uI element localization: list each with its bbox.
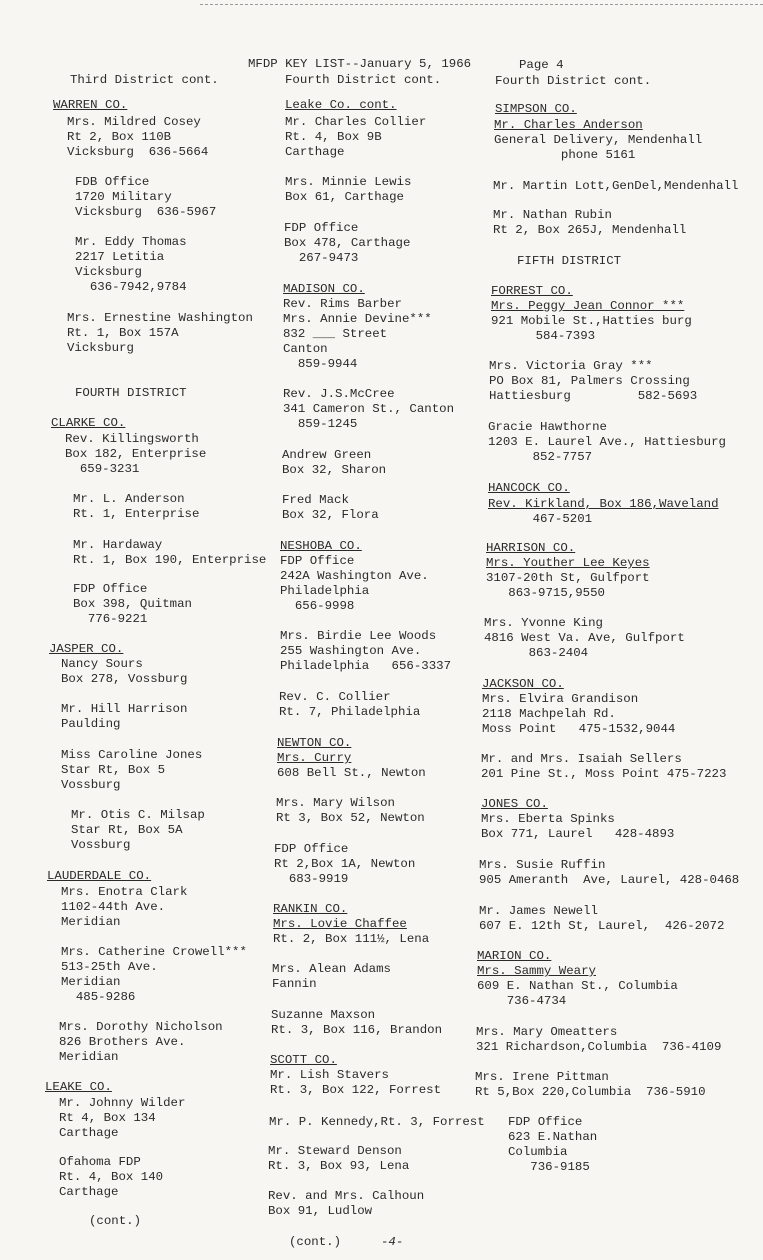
entry-line: Mrs. Annie Devine*** <box>283 312 432 326</box>
directory-entry <box>488 481 570 496</box>
directory-entry <box>45 1080 112 1095</box>
directory-entry <box>73 582 192 627</box>
entry-line: Star Rt, Box 5A <box>71 823 183 837</box>
entry-line: FDP Office <box>73 582 148 596</box>
entry-line: Moss Point 475-1532,9044 <box>482 722 676 736</box>
entry-line: Mr. Lish Stavers <box>270 1068 389 1082</box>
directory-entry <box>89 1214 141 1229</box>
directory-entry <box>276 796 425 826</box>
entry-line: FDB Office <box>75 175 150 189</box>
entry-line: Rt 2,Box 1A, Newton <box>274 857 416 871</box>
directory-entry <box>283 297 432 372</box>
entry-line: 859-9944 <box>283 357 358 371</box>
entry-line: Paulding <box>61 717 121 731</box>
entry-line: Mrs. Alean Adams <box>272 962 391 976</box>
entry-line: 3107-20th St, Gulfport <box>486 571 650 585</box>
entry-line: Philadelphia <box>280 584 370 598</box>
entry-line: Carthage <box>285 145 345 159</box>
directory-entry <box>282 448 386 478</box>
entry-line: Mr. L. Anderson <box>73 492 185 506</box>
directory-entry <box>61 657 187 687</box>
document-title: MFDP KEY LIST--January 5, 1966 <box>248 57 472 71</box>
entry-line: Mrs. Lovie Chaffee <box>273 917 407 931</box>
entry-line: Mr. Otis C. Milsap <box>71 808 205 822</box>
entry-line: Mr. Nathan Rubin <box>493 208 612 222</box>
entry-line: Mr. James Newell <box>479 904 598 918</box>
entry-line: Vicksburg <box>67 341 134 355</box>
entry-line: Box 478, Carthage <box>284 236 411 250</box>
entry-line: FDP Office <box>284 221 359 235</box>
directory-entry <box>270 1068 441 1098</box>
directory-entry <box>65 432 206 477</box>
entry-line: Mrs. Minnie Lewis <box>285 175 412 189</box>
page-number: Page 4 <box>519 58 564 72</box>
entry-line: Meridian <box>61 915 121 929</box>
entry-line: JONES CO. <box>481 797 548 811</box>
entry-line: Mr. Charles Anderson <box>494 118 643 132</box>
entry-line: 267-9473 <box>284 251 359 265</box>
entry-line: 242A Washington Ave. <box>280 569 429 583</box>
entry-line: Rt 2, Box 265J, Mendenhall <box>493 223 687 237</box>
entry-line: 863-2404 <box>484 646 589 660</box>
directory-entry <box>481 797 548 812</box>
entry-line: Box 278, Vossburg <box>61 672 188 686</box>
entry-line: Box 32, Flora <box>282 508 379 522</box>
entry-line: 659-3231 <box>65 462 140 476</box>
directory-entry <box>495 102 577 117</box>
entry-line: WARREN CO. <box>53 98 128 112</box>
entry-line: Carthage <box>59 1185 119 1199</box>
entry-line: Rt. 3, Box 93, Lena <box>268 1159 410 1173</box>
entry-line: 609 E. Nathan St., Columbia <box>477 979 678 993</box>
entry-line: Rt 3, Box 52, Newton <box>276 811 425 825</box>
directory-entry <box>486 556 650 601</box>
entry-line: 608 Bell St., Newton <box>277 766 426 780</box>
entry-line: NEWTON CO. <box>277 736 352 750</box>
section-heading-left: Third District cont. <box>70 73 219 87</box>
directory-entry <box>71 808 205 853</box>
entry-line: NESHOBA CO. <box>280 539 362 553</box>
directory-entry <box>493 208 686 238</box>
entry-line: phone 5161 <box>494 148 636 162</box>
entry-line: Hattiesburg 582-5693 <box>489 389 698 403</box>
directory-entry <box>51 416 125 431</box>
entry-line: 859-1245 <box>283 417 358 431</box>
entry-line: FDP Office <box>280 554 355 568</box>
directory-entry <box>476 1025 721 1055</box>
entry-line: Box 182, Enterprise <box>65 447 207 461</box>
directory-entry <box>283 387 454 432</box>
entry-line: Vossburg <box>61 778 121 792</box>
directory-entry <box>491 299 692 344</box>
entry-line: Leake Co. cont. <box>285 98 397 112</box>
entry-line: Mrs. Elvira Grandison <box>482 692 639 706</box>
entry-line: Rt. 1, Box 190, Enterprise <box>73 553 267 567</box>
directory-entry <box>61 748 202 793</box>
directory-entry <box>274 842 415 887</box>
entry-line: Mr. Johnny Wilder <box>59 1096 186 1110</box>
entry-line: Mrs. Birdie Lee Woods <box>280 629 437 643</box>
section-heading-middle: Fourth District cont. <box>285 73 442 87</box>
entry-line: Vossburg <box>71 838 131 852</box>
entry-line: Mrs. Eberta Spinks <box>481 812 615 826</box>
entry-line: RANKIN CO. <box>273 902 348 916</box>
entry-line: Rev. J.S.McCree <box>283 387 395 401</box>
entry-line: Ofahoma FDP <box>59 1155 141 1169</box>
entry-line: Mrs. Yvonne King <box>484 616 603 630</box>
directory-entry <box>273 902 347 917</box>
entry-line: Andrew Green <box>282 448 372 462</box>
entry-line: 485-9286 <box>61 990 136 1004</box>
directory-entry <box>282 493 379 523</box>
footer-page-mark: -4- <box>381 1235 404 1249</box>
entry-line: Mr. Hardaway <box>73 538 163 552</box>
entry-line: Carthage <box>59 1126 119 1140</box>
entry-line: SCOTT CO. <box>270 1053 337 1067</box>
entry-line: 826 Brothers Ave. <box>59 1035 186 1049</box>
entry-line: (cont.) <box>89 1214 142 1228</box>
directory-entry <box>508 1115 597 1175</box>
entry-line: FDP Office <box>274 842 349 856</box>
entry-line: MARION CO. <box>477 949 552 963</box>
entry-line: Rev. Rims Barber <box>283 297 402 311</box>
entry-line: Rt. 7, Philadelphia <box>279 705 421 719</box>
entry-line: 467-5201 <box>488 512 593 526</box>
directory-entry <box>279 690 420 720</box>
entry-line: 736-9185 <box>508 1160 590 1174</box>
directory-entry <box>280 629 451 674</box>
directory-entry <box>73 492 199 522</box>
top-rule <box>200 0 763 5</box>
entry-line: PO Box 81, Palmers Crossing <box>489 374 690 388</box>
entry-line: Nancy Sours <box>61 657 143 671</box>
directory-entry <box>493 179 738 194</box>
entry-line: CLARKE CO. <box>51 416 126 430</box>
entry-line: Rt. 1, Enterprise <box>73 507 200 521</box>
directory-entry <box>280 539 362 554</box>
entry-line: Mr. Eddy Thomas <box>75 235 187 249</box>
entry-line: HANCOCK CO. <box>488 481 570 495</box>
directory-entry <box>277 736 351 751</box>
entry-line: Mr. and Mrs. Isaiah Sellers <box>481 752 682 766</box>
entry-line: Mrs. Susie Ruffin <box>479 858 606 872</box>
directory-entry <box>75 235 187 295</box>
entry-line: Mrs. Dorothy Nicholson <box>59 1020 223 1034</box>
directory-entry <box>61 885 187 930</box>
entry-line: Mrs. Irene Pittman <box>475 1070 609 1084</box>
directory-entry <box>75 175 216 220</box>
entry-line: Gracie Hawthorne <box>488 420 607 434</box>
entry-line: 341 Cameron St., Canton <box>283 402 455 416</box>
entry-line: Fred Mack <box>282 493 349 507</box>
directory-entry <box>489 359 697 404</box>
entry-line: Philadelphia 656-3337 <box>280 659 452 673</box>
directory-entry <box>277 751 426 781</box>
directory-entry <box>479 858 739 888</box>
directory-entry <box>486 541 575 556</box>
directory-entry <box>272 962 391 992</box>
directory-entry <box>59 1020 223 1065</box>
entry-line: HARRISON CO. <box>486 541 576 555</box>
entry-line: Rt. 4, Box 9B <box>285 130 382 144</box>
entry-line: 736-4734 <box>477 994 567 1008</box>
entry-line: Star Rt, Box 5 <box>61 763 166 777</box>
directory-entry <box>61 702 187 732</box>
directory-entry <box>270 1053 337 1068</box>
directory-entry <box>488 497 719 527</box>
entry-line: Rt 5,Box 220,Columbia 736-5910 <box>475 1085 706 1099</box>
entry-line: Vicksburg <box>75 265 142 279</box>
directory-entry <box>494 118 702 163</box>
entry-line: 4816 West Va. Ave, Gulfport <box>484 631 685 645</box>
entry-line: Fannin <box>272 977 317 991</box>
directory-entry <box>67 115 208 160</box>
directory-entry <box>73 538 266 568</box>
directory-entry <box>479 904 724 934</box>
entry-line: 584-7393 <box>491 329 596 343</box>
entry-line: Mr. P. Kennedy,Rt. 3, Forrest <box>269 1115 485 1129</box>
entry-line: 636-7942,9784 <box>75 280 187 294</box>
entry-line: Mrs. Catherine Crowell*** <box>61 945 247 959</box>
directory-entry <box>280 554 429 614</box>
entry-line: 832 ___ Street <box>283 327 388 341</box>
directory-entry <box>59 1096 185 1141</box>
entry-line: JACKSON CO. <box>482 677 564 691</box>
directory-entry <box>271 1008 442 1038</box>
directory-entry <box>481 812 674 842</box>
entry-line: 321 Richardson,Columbia 736-4109 <box>476 1040 722 1054</box>
entry-line: Mrs. Ernestine Washington <box>67 311 253 325</box>
entry-line: 921 Mobile St.,Hatties burg <box>491 314 692 328</box>
entry-line: 2118 Machpelah Rd. <box>482 707 616 721</box>
entry-line: FIFTH DISTRICT <box>517 254 622 268</box>
directory-entry <box>61 945 247 1005</box>
entry-line: 2217 Letitia <box>75 250 165 264</box>
directory-entry <box>482 692 675 737</box>
entry-line: Rev. C. Collier <box>279 690 391 704</box>
entry-line: Columbia <box>508 1145 568 1159</box>
entry-line: Rev. Kirkland, Box 186,Waveland <box>488 497 719 511</box>
directory-entry <box>268 1189 424 1219</box>
directory-entry <box>285 175 411 205</box>
entry-line: Rt. 1, Box 157A <box>67 326 179 340</box>
entry-line: Box 91, Ludlow <box>268 1204 373 1218</box>
entry-line: Rev. Killingsworth <box>65 432 199 446</box>
entry-line: 255 Washington Ave. <box>280 644 422 658</box>
entry-line: Miss Caroline Jones <box>61 748 203 762</box>
entry-line: Mrs. Sammy Weary <box>477 964 596 978</box>
entry-line: Mrs. Mary Wilson <box>276 796 395 810</box>
entry-line: 905 Ameranth Ave, Laurel, 428-0468 <box>479 873 740 887</box>
entry-line: 201 Pine St., Moss Point 475-7223 <box>481 767 727 781</box>
directory-entry <box>47 869 151 884</box>
directory-entry <box>283 282 365 297</box>
directory-entry <box>285 98 397 113</box>
directory-entry <box>53 98 127 113</box>
directory-entry <box>75 386 187 401</box>
entry-line: FORREST CO. <box>491 284 573 298</box>
entry-line: Mrs. Enotra Clark <box>61 885 188 899</box>
directory-entry <box>481 752 726 782</box>
entry-line: 623 E.Nathan <box>508 1130 598 1144</box>
entry-line: LEAKE CO. <box>45 1080 112 1094</box>
entry-line: Meridian <box>61 975 121 989</box>
entry-line: Meridian <box>59 1050 119 1064</box>
entry-line: Mrs. Mary Omeatters <box>476 1025 618 1039</box>
entry-line: JASPER CO. <box>49 642 124 656</box>
entry-line: Mr. Charles Collier <box>285 115 427 129</box>
entry-line: 607 E. 12th St, Laurel, 426-2072 <box>479 919 725 933</box>
entry-line: Box 32, Sharon <box>282 463 387 477</box>
entry-line: Canton <box>283 342 328 356</box>
entry-line: Mrs. Youther Lee Keyes <box>486 556 650 570</box>
directory-entry <box>475 1070 706 1100</box>
directory-entry <box>285 115 426 160</box>
entry-line: FOURTH DISTRICT <box>75 386 187 400</box>
entry-line: Rt. 2, Box 111½, Lena <box>273 932 430 946</box>
entry-line: 513-25th Ave. <box>61 960 158 974</box>
directory-entry <box>477 949 551 964</box>
directory-entry <box>517 254 621 269</box>
entry-line: 1720 Military <box>75 190 172 204</box>
directory-entry <box>491 284 573 299</box>
entry-line: Box 61, Carthage <box>285 190 404 204</box>
entry-line: 863-9715,9550 <box>486 586 605 600</box>
directory-entry <box>477 964 678 1009</box>
entry-line: Mr. Martin Lott,GenDel,Mendenhall <box>493 179 739 193</box>
entry-line: Mr. Steward Denson <box>268 1144 402 1158</box>
entry-line: 656-9998 <box>280 599 355 613</box>
directory-entry <box>488 420 726 465</box>
directory-entry <box>482 677 564 692</box>
entry-line: General Delivery, Mendenhall <box>494 133 703 147</box>
directory-entry <box>284 221 410 266</box>
entry-line: 776-9221 <box>73 612 148 626</box>
directory-entry <box>268 1144 409 1174</box>
entry-line: Rt 2, Box 110B <box>67 130 172 144</box>
entry-line: SIMPSON CO. <box>495 102 577 116</box>
entry-line: 683-9919 <box>274 872 349 886</box>
entry-line: MADISON CO. <box>283 282 365 296</box>
entry-line: Mrs. Victoria Gray *** <box>489 359 653 373</box>
entry-line: Vicksburg 636-5664 <box>67 145 209 159</box>
directory-entry <box>269 1115 485 1130</box>
entry-line: LAUDERDALE CO. <box>47 869 152 883</box>
entry-line: Mrs. Curry <box>277 751 352 765</box>
entry-line: Rt. 3, Box 122, Forrest <box>270 1083 442 1097</box>
entry-line: 1203 E. Laurel Ave., Hattiesburg <box>488 435 726 449</box>
entry-line: FDP Office <box>508 1115 583 1129</box>
entry-line: Rev. and Mrs. Calhoun <box>268 1189 425 1203</box>
directory-entry <box>59 1155 163 1200</box>
entry-line: 852-7757 <box>488 450 593 464</box>
entry-line: 1102-44th Ave. <box>61 900 166 914</box>
entry-line: Box 398, Quitman <box>73 597 192 611</box>
entry-line: Mrs. Peggy Jean Connor *** <box>491 299 685 313</box>
directory-entry <box>67 311 253 356</box>
entry-line: Mrs. Mildred Cosey <box>67 115 201 129</box>
section-heading-right: Fourth District cont. <box>495 74 652 88</box>
entry-line: Rt. 3, Box 116, Brandon <box>271 1023 443 1037</box>
directory-entry <box>49 642 123 657</box>
entry-line: Rt. 4, Box 140 <box>59 1170 164 1184</box>
directory-entry <box>484 616 685 661</box>
entry-line: Rt 4, Box 134 <box>59 1111 156 1125</box>
directory-entry <box>273 917 429 947</box>
entry-line: Vicksburg 636-5967 <box>75 205 217 219</box>
footer-cont: (cont.) <box>289 1235 342 1249</box>
entry-line: Suzanne Maxson <box>271 1008 376 1022</box>
entry-line: Mr. Hill Harrison <box>61 702 188 716</box>
entry-line: Box 771, Laurel 428-4893 <box>481 827 675 841</box>
